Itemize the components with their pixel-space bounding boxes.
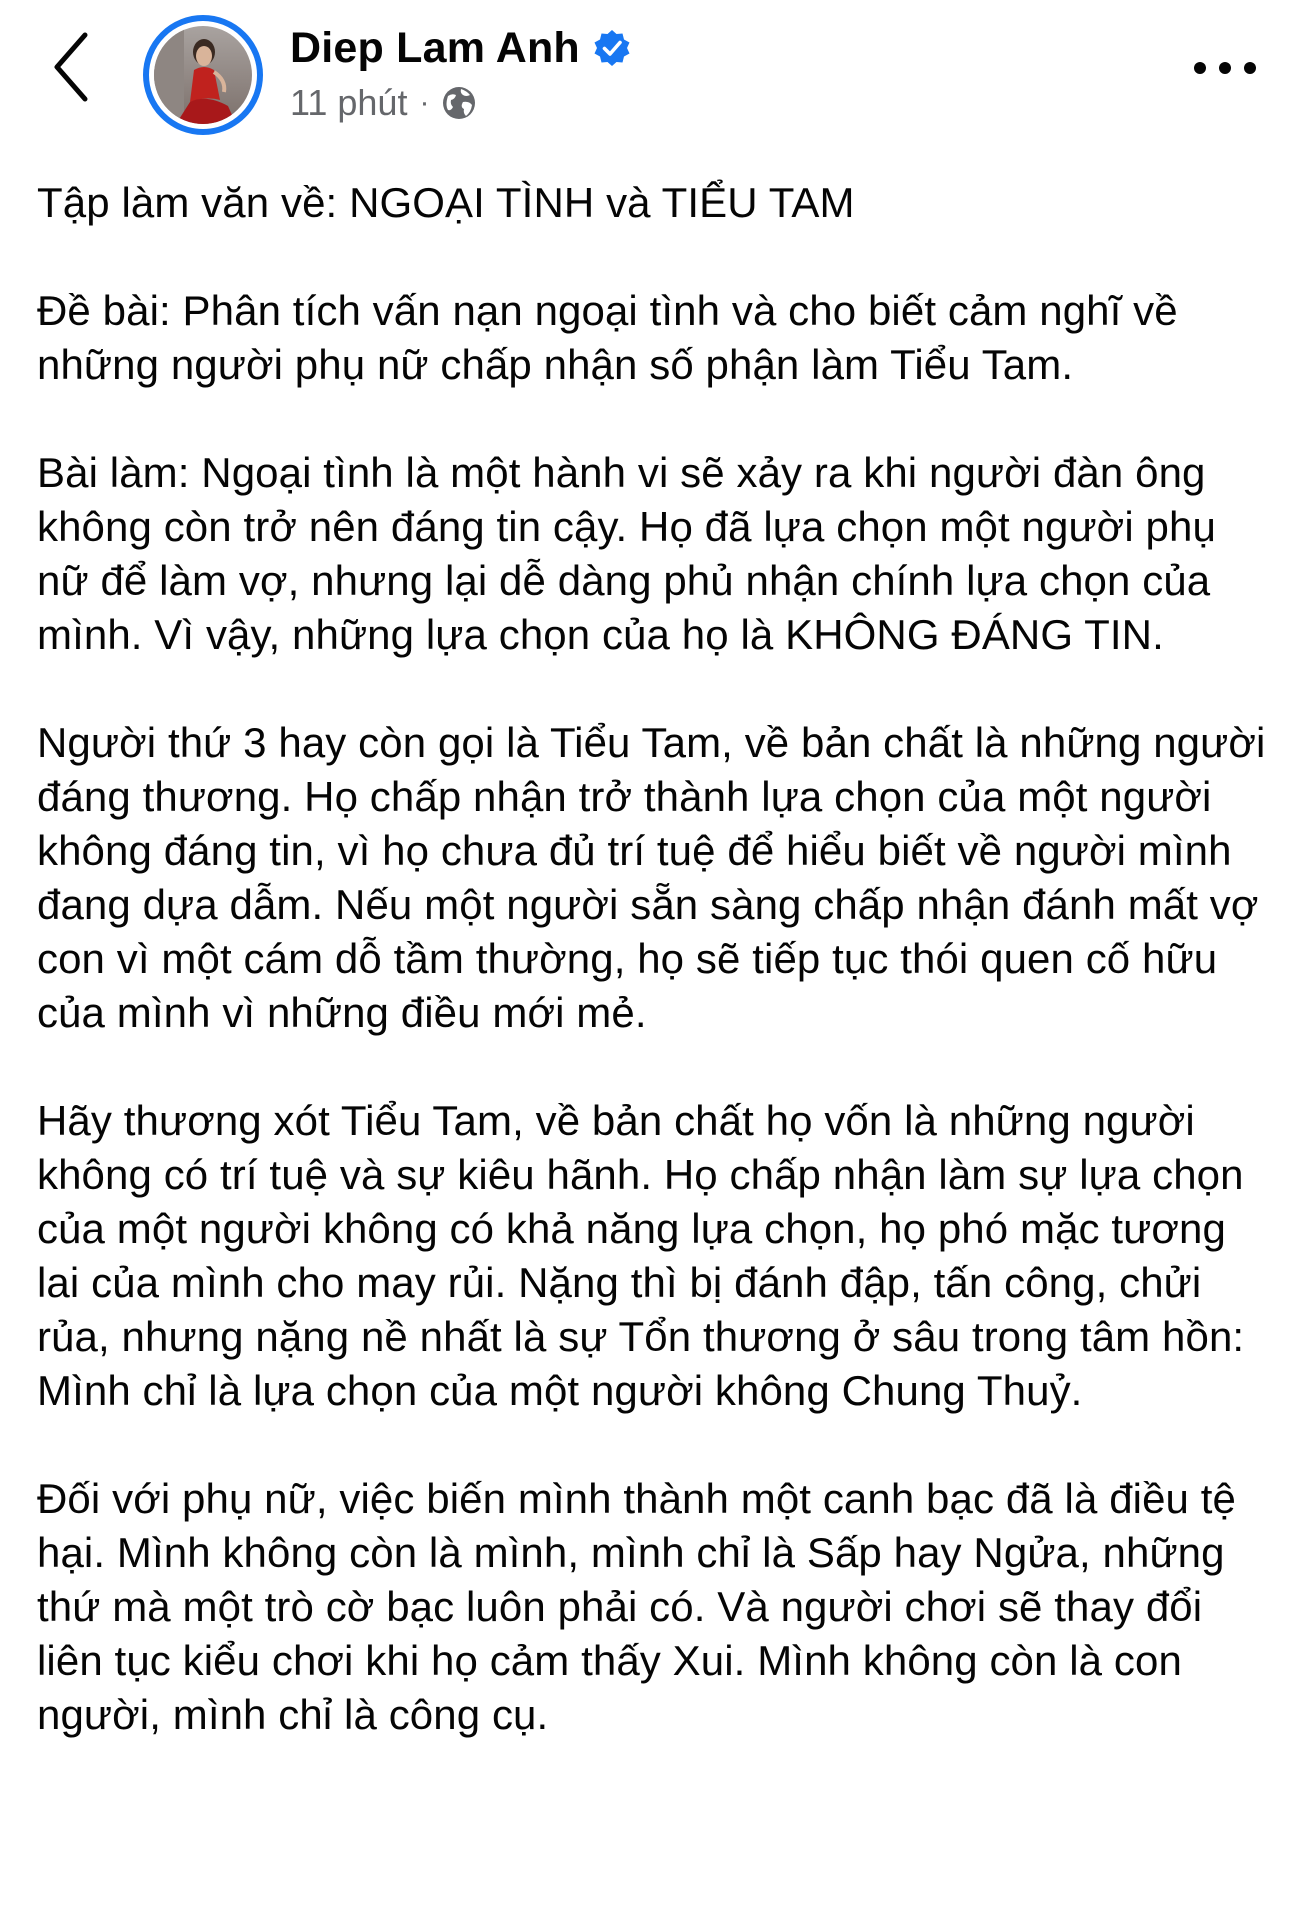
post-timestamp[interactable]: 11 phút — [290, 82, 408, 123]
author-row — [290, 20, 632, 76]
avatar — [154, 26, 252, 124]
post-paragraph: Tập làm văn về: NGOẠI TÌNH và TIỂU TAM — [37, 179, 855, 226]
more-horizontal-icon — [1190, 58, 1260, 78]
author-avatar-ring[interactable] — [143, 15, 263, 135]
post-paragraph: Đối với phụ nữ, việc biến mình thành một canh bạc đã là điều tệ hại. Mình không còn là mình, mình chỉ là Sấp hay Ngửa, những thứ mà một trò cờ bạc luôn phải có. Và người chơi sẽ thay đổi liên tục kiểu chơi khi họ cảm thấy Xui. Mình không còn là con người, mình chỉ là công cụ. — [37, 1475, 1236, 1738]
post-paragraph: Bài làm: Ngoại tình là một hành vi sẽ xảy ra khi người đàn ông không còn trở nên đáng tin cậy. Họ đã lựa chọn một người phụ nữ để làm vợ, nhưng lại dễ dàng phủ nhận chính lựa chọn của mình. Vì vậy, những lựa chọn của họ là KHÔNG ĐÁNG TIN. — [37, 449, 1216, 658]
post-paragraph: Đề bài: Phân tích vấn nạn ngoại tình và cho biết cảm nghĩ về những người phụ nữ chấp nhận số phận làm Tiểu Tam. — [37, 287, 1178, 388]
meta-separator: · — [419, 86, 430, 119]
post-paragraph: Người thứ 3 hay còn gọi là Tiểu Tam, về bản chất là những người đáng thương. Họ chấp nhận trở thành lựa chọn của một người không đáng tin, vì họ chưa đủ trí tuệ để hiểu biết về người mình đang dựa dẫm. Nếu một người sẵn sàng chấp nhận đánh mất vợ con vì một cám dỗ tầm thường, họ sẽ tiếp tục thói quen cố hữu của mình vì những điều mới mẻ. — [37, 719, 1266, 1036]
post-header — [0, 0, 1290, 140]
post-paragraph: Hãy thương xót Tiểu Tam, về bản chất họ vốn là những người không có trí tuệ và sự kiêu hãnh. Họ chấp nhận làm sự lựa chọn của một người không có khả năng lựa chọn, họ phó mặc tương lai của mình cho may rủi. Nặng thì bị đánh đập, tấn công, chửi rủa, nhưng nặng nề nhất là sự Tổn thương ở sâu trong tâm hồn: Mình chỉ là lựa chọn của một người không Chung Thuỷ. — [37, 1097, 1245, 1414]
post-text — [37, 176, 1267, 1796]
chevron-left-icon — [51, 31, 91, 103]
more-options-button[interactable] — [1185, 38, 1265, 98]
verified-badge-icon — [592, 28, 632, 68]
back-button[interactable] — [42, 28, 100, 106]
author-name[interactable]: Diep Lam Anh — [290, 23, 580, 72]
globe-icon[interactable] — [439, 83, 479, 123]
post-meta — [290, 80, 479, 126]
